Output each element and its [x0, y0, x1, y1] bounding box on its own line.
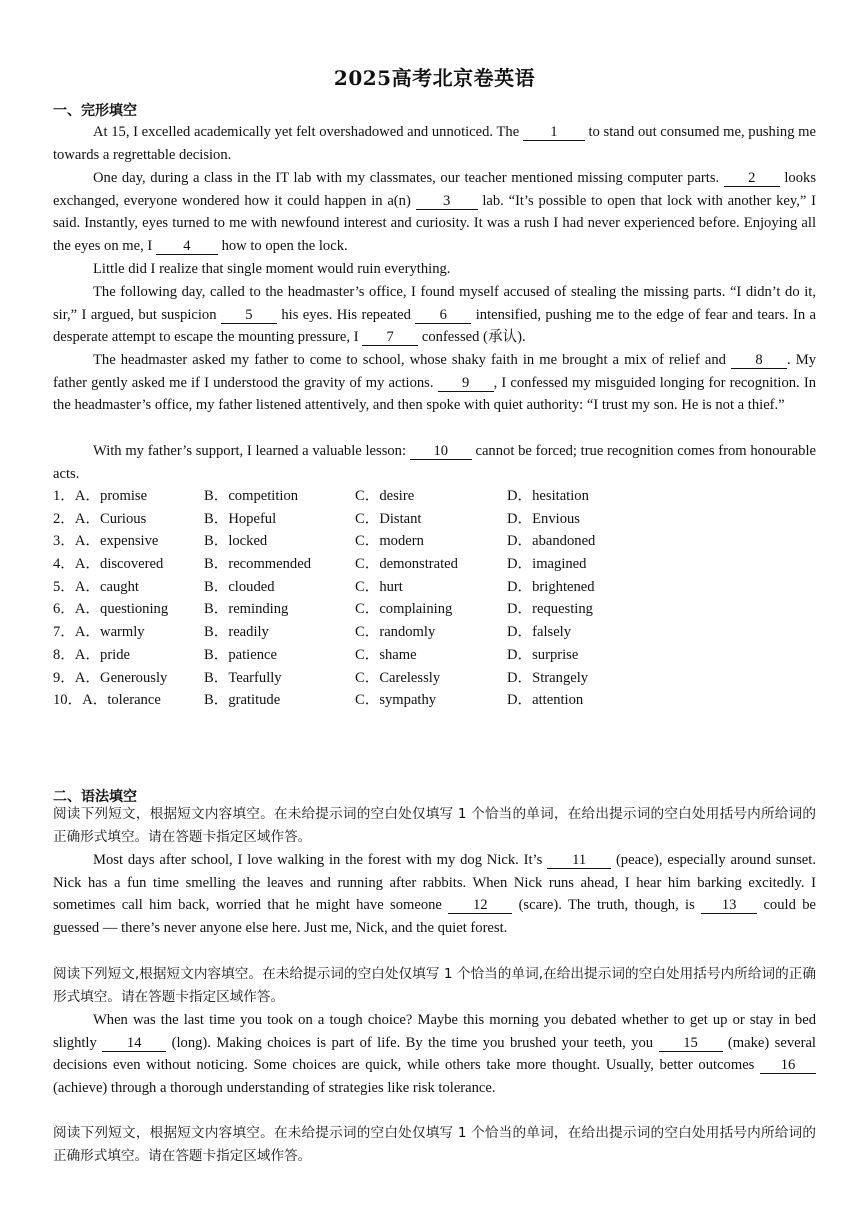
blank-7: 7	[362, 330, 418, 346]
option-9-d: D．Strangely	[507, 669, 589, 686]
page-title: 2025高考北京卷英语	[333, 66, 536, 90]
option-6-b: B．reminding	[204, 601, 289, 618]
option-2-a: 2．A．Curious	[53, 510, 147, 527]
option-7-b: B．readily	[204, 624, 269, 641]
option-4-c: C．demonstrated	[355, 556, 458, 573]
blank-11: 11	[547, 853, 611, 869]
option-1-d: D．hesitation	[507, 488, 589, 504]
option-8-c: C．shame	[355, 646, 417, 663]
cloze-paragraph-5: The headmaster asked my father to come to school, whose shaky faith in me brought a mix of relief and 8 . My father gently asked me if I understood the gravity of my actions. 9 , I confessed my misguided longing for recognition. In the headmaster’s office, my father listened attentively, and then spoke with quiet authority: “I trust my son. He is not a thief.”	[53, 352, 816, 414]
option-10-a: 10．A．tolerance	[53, 692, 161, 709]
option-row	[53, 485, 816, 508]
option-1-a: 1．A．promise	[53, 488, 148, 504]
option-row	[53, 598, 816, 621]
option-row	[53, 508, 816, 531]
grammar-passage-1: Most days after school, I love walking in the forest with my dog Nick. It’s 11 (peace), especially around sunset. Nick has a fun time smelling the leaves and running after rabbits. When Nick runs ahead, I hear him barking excitedly. I sometimes call him back, worried that he might have someone 12 (scare). The truth, though, is 13 could be guessed — there’s never anyone else here. Just me, Nick, and the quiet forest.	[53, 852, 816, 937]
blank-4: 4	[156, 239, 218, 255]
option-row	[53, 576, 816, 599]
option-10-b: B．gratitude	[204, 692, 281, 709]
option-row	[53, 644, 816, 667]
option-4-b: B．recommended	[204, 556, 311, 573]
instructions-3: 阅读下列短文，根据短文内容填空。在未给提示词的空白处仅填写 1 个恰当的单词，在给出提示词的空白处用括号内所给词的正确形式填空。请在答题卡指定区域作答。	[53, 1125, 816, 1164]
option-3-d: D．abandoned	[507, 533, 596, 550]
option-4-a: 4．A．discovered	[53, 556, 164, 573]
option-3-b: B．locked	[204, 533, 268, 550]
option-2-d: D．Envious	[507, 510, 580, 527]
blank-1: 1	[523, 125, 585, 141]
grammar-passage-2: When was the last time you took on a tough choice? Maybe this morning you debated whether to get up or stay in bed slightly 14 (long). Making choices is part of life. By the time you brushed your teeth, you 15 (make) several decisions even without noticing. Some choices are quick, while others take more thought. Usually, better outcomes 16 (achieve) through a thorough understanding of strategies like risk tolerance.	[53, 1012, 816, 1097]
option-2-c: C．Distant	[355, 510, 422, 527]
blank-16: 16	[760, 1058, 816, 1074]
blank-5: 5	[221, 308, 277, 324]
option-5-c: C．hurt	[355, 578, 403, 595]
option-5-b: B．clouded	[204, 578, 275, 595]
cloze-paragraph-3: Little did I realize that single moment would ruin everything.	[93, 261, 451, 277]
blank-12: 12	[448, 898, 512, 914]
blank-6: 6	[415, 308, 471, 324]
blank-8: 8	[731, 353, 787, 369]
cloze-paragraph-4: The following day, called to the headmaster’s office, I found myself accused of stealing the missing parts. “I didn’t do it, sir,” I argued, but suspicion 5 his eyes. His repeated 6 intensified, pushing me to the edge of fear and tears. In a desperate attempt to escape the mounting pressure, I 7 confessed (承认).	[53, 284, 817, 346]
blank-10: 10	[410, 444, 472, 460]
option-row	[53, 530, 816, 553]
option-9-b: B．Tearfully	[204, 669, 282, 686]
option-row	[53, 689, 816, 712]
blank-13: 13	[701, 898, 757, 914]
blank-9: 9	[438, 376, 494, 392]
option-10-d: D．attention	[507, 692, 584, 709]
option-4-d: D．imagined	[507, 556, 587, 573]
option-5-d: D．brightened	[507, 578, 595, 595]
option-6-a: 6．A．questioning	[53, 601, 169, 618]
option-8-b: B．patience	[204, 646, 277, 663]
blank-2: 2	[724, 171, 780, 187]
blank-15: 15	[659, 1036, 723, 1052]
options-list	[53, 485, 816, 712]
instructions-2: 阅读下列短文,根据短文内容填空。在未给提示词的空白处仅填写 1 个恰当的单词,在给出提示词的空白处用括号内所给词的正确形式填空。请在答题卡指定区域作答。	[53, 966, 816, 1005]
instructions-1: 阅读下列短文，根据短文内容填空。在未给提示词的空白处仅填写 1 个恰当的单词，在给出提示词的空白处用括号内所给词的正确形式填空。请在答题卡指定区域作答。	[53, 806, 816, 845]
option-10-c: C．sympathy	[355, 692, 437, 709]
option-6-c: C．complaining	[355, 601, 453, 618]
cloze-paragraph-1: At 15, I excelled academically yet felt overshadowed and unnoticed. The 1 to stand out consumed me, pushing me towards a regrettable decision.	[53, 124, 816, 163]
option-3-c: C．modern	[355, 533, 424, 550]
option-8-d: D．surprise	[507, 646, 579, 663]
option-6-d: D．requesting	[507, 601, 593, 618]
option-row	[53, 553, 816, 576]
option-7-c: C．randomly	[355, 624, 436, 641]
section1-heading: 一、完形填空	[53, 103, 137, 119]
blank-3: 3	[416, 194, 478, 210]
cloze-paragraph-2: One day, during a class in the IT lab with my classmates, our teacher mentioned missing computer parts. 2 looks exchanged, everyone wondered how it could happen in a(n) 3 lab. “It’s possible to open that lock with another key,” I said. Instantly, eyes turned to me with newfound interest and curiosity. It was a rush I had never experienced before. Enjoying all the eyes on me, I 4 how to open the lock.	[53, 170, 816, 255]
option-3-a: 3．A．expensive	[53, 533, 159, 550]
option-row	[53, 667, 816, 690]
section2-heading: 二、语法填空	[53, 789, 137, 805]
option-5-a: 5．A．caught	[53, 578, 139, 595]
option-9-a: 9．A．Generously	[53, 669, 168, 686]
option-1-b: B．competition	[204, 488, 299, 504]
option-9-c: C．Carelessly	[355, 669, 441, 686]
option-row	[53, 621, 816, 644]
option-7-a: 7．A．warmly	[53, 624, 145, 641]
cloze-paragraph-6: With my father’s support, I learned a valuable lesson: 10 cannot be forced; true recognition comes from honourable acts.	[53, 443, 816, 482]
option-1-c: C．desire	[355, 488, 415, 504]
blank-14: 14	[102, 1036, 166, 1052]
option-8-a: 8．A．pride	[53, 646, 131, 663]
option-2-b: B．Hopeful	[204, 510, 277, 527]
option-7-d: D．falsely	[507, 624, 572, 641]
